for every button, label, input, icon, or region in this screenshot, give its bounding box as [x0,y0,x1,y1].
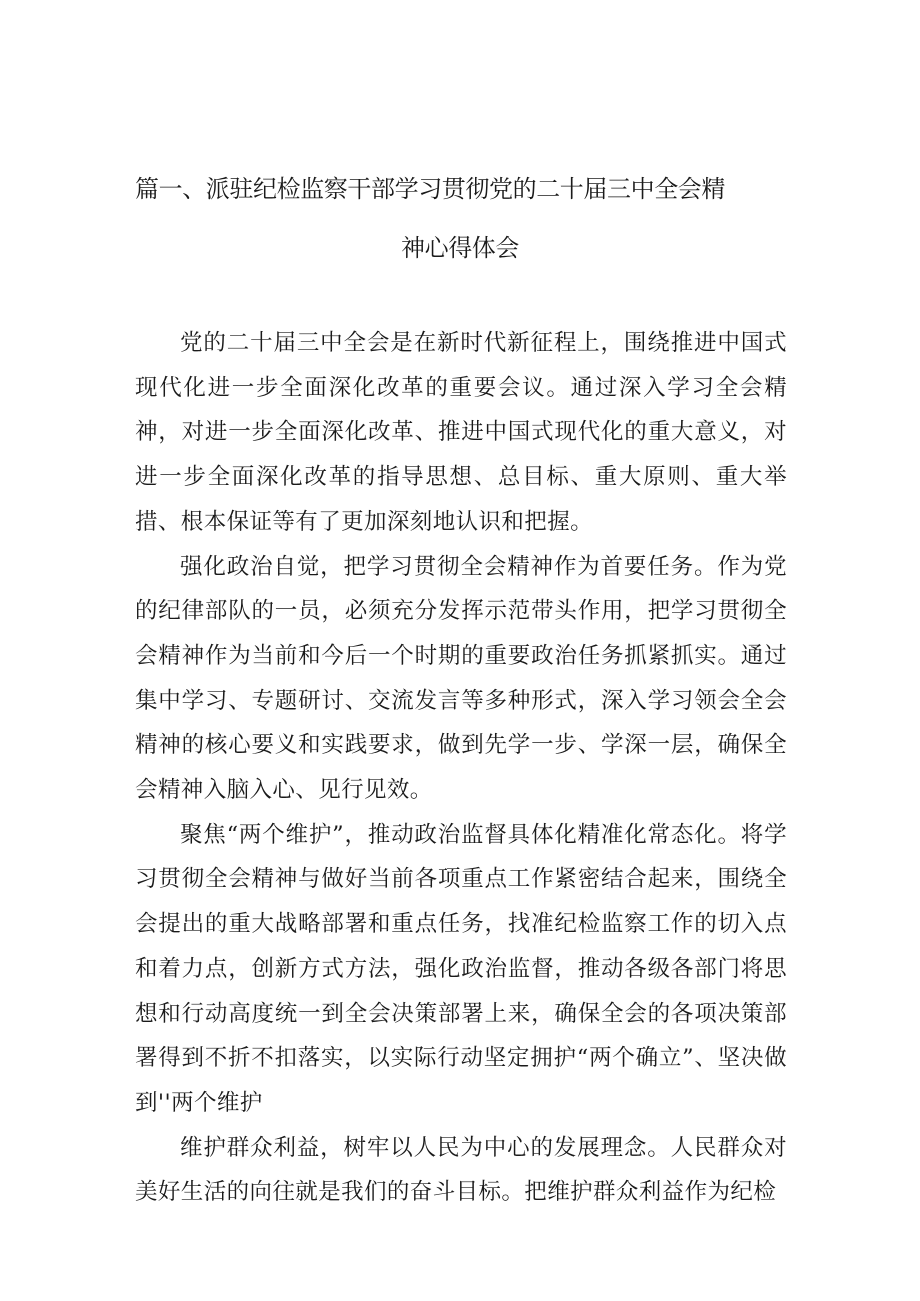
body-paragraph-2: 强化政治自觉，把学习贯彻全会精神作为首要任务。作为党的纪律部队的一员，必须充分发挥示范带头作用，把学习贯彻全会精神作为当前和今后一个时期的重要政治任务抓紧抓实。通过集中学习、专题研讨、交流发言等多种形式，深入学习领会全会精神的核心要义和实践要求，做到先学一步、学深一层，确保全会精神入脑入心、见行见效。 [135,553,787,804]
body-paragraph-4: 维护群众利益，树牢以人民为中心的发展理念。人民群众对美好生活的向往就是我们的奋斗目标。把维护群众利益作为纪检 [135,1134,787,1206]
document-body [135,321,787,1215]
document-title-line-1: 篇一、派驻纪检监察干部学习贯彻党的二十届三中全会精 [135,175,725,203]
body-paragraph-1: 党的二十届三中全会是在新时代新征程上，围绕推进中国式现代化进一步全面深化改革的重要会议。通过深入学习全会精神，对进一步全面深化改革、推进中国式现代化的重大意义，对进一步全面深化改革的指导思想、总目标、重大原则、重大举措、根本保证等有了更加深刻地认识和把握。 [135,330,787,535]
document-title-line-2: 神心得体会 [401,234,519,262]
body-paragraph-3: 聚焦“两个维护”，推动政治监督具体化精准化常态化。将学习贯彻全会精神与做好当前各项重点工作紧密结合起来，围绕全会提出的重大战略部署和重点任务，找准纪检监察工作的切入点和着力点，创新方式方法，强化政治监督，推动各级各部门将思想和行动高度统一到全会决策部署上来，确保全会的各项决策部署得到不折不扣落实，以实际行动坚定拥护“两个确立”、坚决做到''两个维护 [135,821,787,1116]
